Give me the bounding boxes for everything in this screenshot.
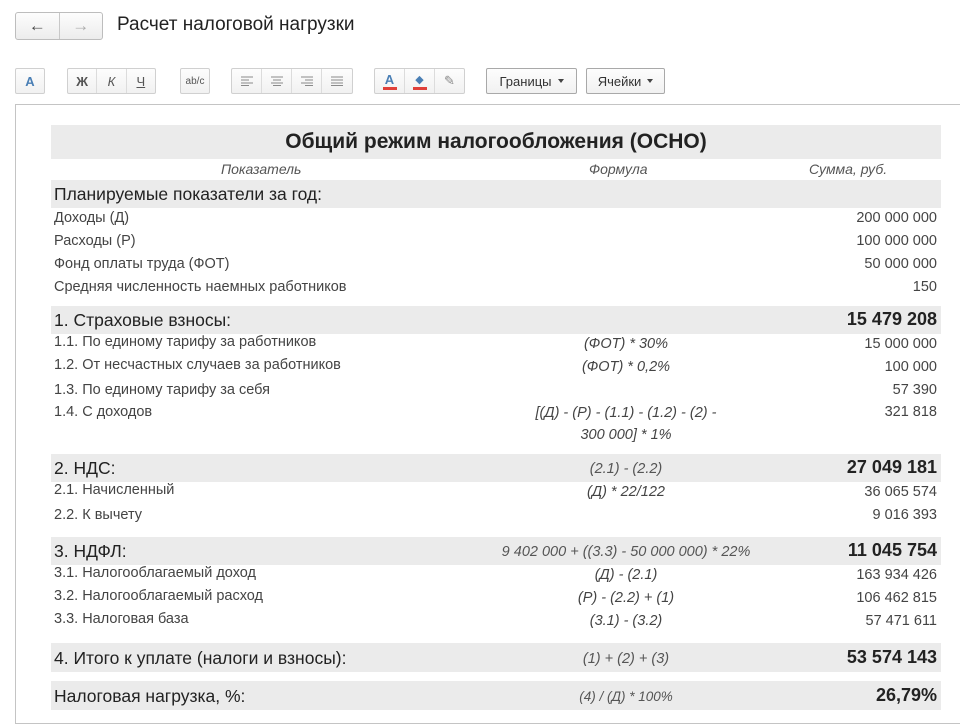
- fill-color-icon[interactable]: [404, 69, 434, 93]
- row-label: 3.2. Налогооблагаемый расход: [54, 588, 264, 604]
- row-amount: 150: [912, 279, 937, 295]
- row-formula: (3.1) - (3.2): [589, 613, 663, 629]
- row-amount: 57 471 611: [865, 613, 937, 629]
- bold-icon[interactable]: Ж: [76, 73, 89, 89]
- window-title: Расчет налоговой нагрузки: [117, 14, 355, 35]
- section-amount: 26,79%: [875, 685, 937, 705]
- row-amount: 15 000 000: [864, 336, 937, 352]
- section-planned: [51, 180, 941, 208]
- cells-dropdown[interactable]: [586, 68, 665, 94]
- column-header-formula: Формула: [589, 161, 648, 177]
- section-title: Налоговая нагрузка, %:: [54, 686, 246, 706]
- row-formula: (ФОТ) * 30%: [583, 336, 669, 352]
- row-amount: 36 065 574: [864, 484, 937, 500]
- row-amount: 106 462 815: [856, 590, 937, 606]
- chevron-down-icon: [558, 79, 564, 83]
- fill-color-bar: [413, 87, 427, 90]
- row-formula: (Д) * 22/122: [587, 484, 665, 500]
- section-total: [51, 643, 941, 672]
- row-amount: 9 016 393: [872, 507, 937, 523]
- row-amount: 163 934 426: [856, 567, 937, 583]
- table-row[interactable]: [51, 482, 941, 505]
- row-amount: 200 000 000: [856, 210, 937, 226]
- underline-icon[interactable]: Ч: [126, 69, 155, 93]
- row-label: Средняя численность наемных работников: [54, 279, 347, 295]
- alignment-group: [231, 68, 353, 94]
- text-style-group: [67, 68, 156, 94]
- borders-dropdown[interactable]: [486, 68, 577, 94]
- table-row[interactable]: [51, 277, 941, 300]
- row-label: 1.3. По единому тарифу за себя: [54, 382, 270, 398]
- table-row[interactable]: [51, 380, 941, 403]
- row-label: 1.4. С доходов: [54, 404, 153, 420]
- align-left-icon[interactable]: [232, 69, 261, 93]
- report-title: Общий режим налогообложения (ОСНО): [285, 130, 707, 153]
- section-formula: (4) / (Д) * 100%: [579, 689, 673, 704]
- table-row[interactable]: [51, 611, 941, 634]
- section-tax-burden: [51, 681, 941, 710]
- report-document: [51, 125, 941, 710]
- row-label: Расходы (Р): [54, 233, 136, 249]
- spell-check-glyph: ab/c: [185, 75, 205, 87]
- eraser-icon[interactable]: ✎: [434, 69, 464, 93]
- table-row[interactable]: [51, 565, 941, 588]
- section-amount: 53 574 143: [846, 647, 937, 667]
- table-row[interactable]: [51, 254, 941, 277]
- align-justify-icon[interactable]: [321, 69, 351, 93]
- table-row[interactable]: [51, 588, 941, 611]
- section-formula: (2.1) - (2.2): [589, 461, 663, 477]
- spell-check-icon[interactable]: [180, 68, 210, 94]
- chevron-down-icon: [647, 79, 653, 83]
- section-amount: 11 045 754: [847, 540, 937, 560]
- section-formula: (1) + (2) + (3): [582, 651, 670, 667]
- row-formula: (Р) - (2.2) + (1): [577, 590, 675, 606]
- table-row[interactable]: [51, 231, 941, 254]
- formatting-toolbar: [0, 68, 960, 96]
- section-formula: 9 402 000 + ((3.3) - 50 000 000) * 22%: [501, 544, 751, 560]
- row-formula-line-1: [(Д) - (Р) - (1.1) - (1.2) - (2) -: [535, 405, 717, 421]
- column-header-indicator: Показатель: [221, 161, 302, 177]
- row-formula-line-2: 300 000] * 1%: [580, 427, 672, 443]
- row-formula: (ФОТ) * 0,2%: [581, 359, 671, 375]
- color-group: [374, 68, 465, 94]
- align-right-icon[interactable]: [291, 69, 321, 93]
- fill-glyph: ◆: [415, 73, 424, 86]
- section-title: 3. НДФЛ:: [54, 541, 127, 561]
- section-vat: [51, 454, 941, 482]
- row-label: Доходы (Д): [54, 210, 130, 226]
- borders-label: Границы: [499, 73, 552, 89]
- table-row[interactable]: [51, 357, 941, 380]
- row-amount: 321 818: [884, 404, 937, 420]
- cells-label: Ячейки: [597, 73, 642, 89]
- font-color-bar: [383, 87, 397, 90]
- table-row[interactable]: [51, 208, 941, 231]
- section-title: 4. Итого к уплате (налоги и взносы):: [54, 648, 347, 668]
- font-color-glyph: A: [384, 71, 395, 87]
- row-formula: (Д) - (2.1): [594, 567, 658, 583]
- section-amount: 27 049 181: [846, 457, 937, 477]
- report-title-row: [51, 125, 941, 159]
- font-color-icon[interactable]: [375, 69, 404, 93]
- row-label: 3.1. Налогооблагаемый доход: [54, 565, 256, 581]
- italic-icon[interactable]: К: [96, 69, 125, 93]
- align-center-icon[interactable]: [261, 69, 291, 93]
- table-row[interactable]: [51, 334, 941, 357]
- back-arrow-icon[interactable]: ←: [28, 16, 46, 35]
- row-label: 2.2. К вычету: [54, 507, 143, 523]
- row-label: 1.1. По единому тарифу за работников: [54, 334, 317, 350]
- section-amount: 15 479 208: [846, 309, 937, 329]
- row-label: 3.3. Налоговая база: [54, 611, 189, 627]
- column-header-amount: Сумма, руб.: [809, 161, 888, 177]
- row-amount: 50 000 000: [864, 256, 937, 272]
- section-title: 2. НДС:: [54, 458, 116, 478]
- table-row[interactable]: [51, 505, 941, 528]
- section-title: 1. Страховые взносы:: [54, 310, 232, 330]
- row-label: Фонд оплаты труда (ФОТ): [54, 256, 230, 272]
- forward-arrow-icon[interactable]: →: [59, 13, 103, 39]
- navigation-buttons: [15, 12, 103, 40]
- section-insurance: [51, 306, 941, 334]
- row-amount: 100 000 000: [856, 233, 937, 249]
- row-label: 2.1. Начисленный: [54, 482, 175, 498]
- section-title: Планируемые показатели за год:: [54, 184, 323, 204]
- row-label: 1.2. От несчастных случаев за работников: [54, 357, 341, 373]
- row-amount: 57 390: [892, 382, 937, 398]
- section-personal-income-tax: [51, 537, 941, 565]
- column-headers: [51, 159, 941, 180]
- font-icon[interactable]: A: [15, 68, 45, 94]
- row-amount: 100 000: [884, 359, 937, 375]
- table-row[interactable]: [51, 403, 941, 450]
